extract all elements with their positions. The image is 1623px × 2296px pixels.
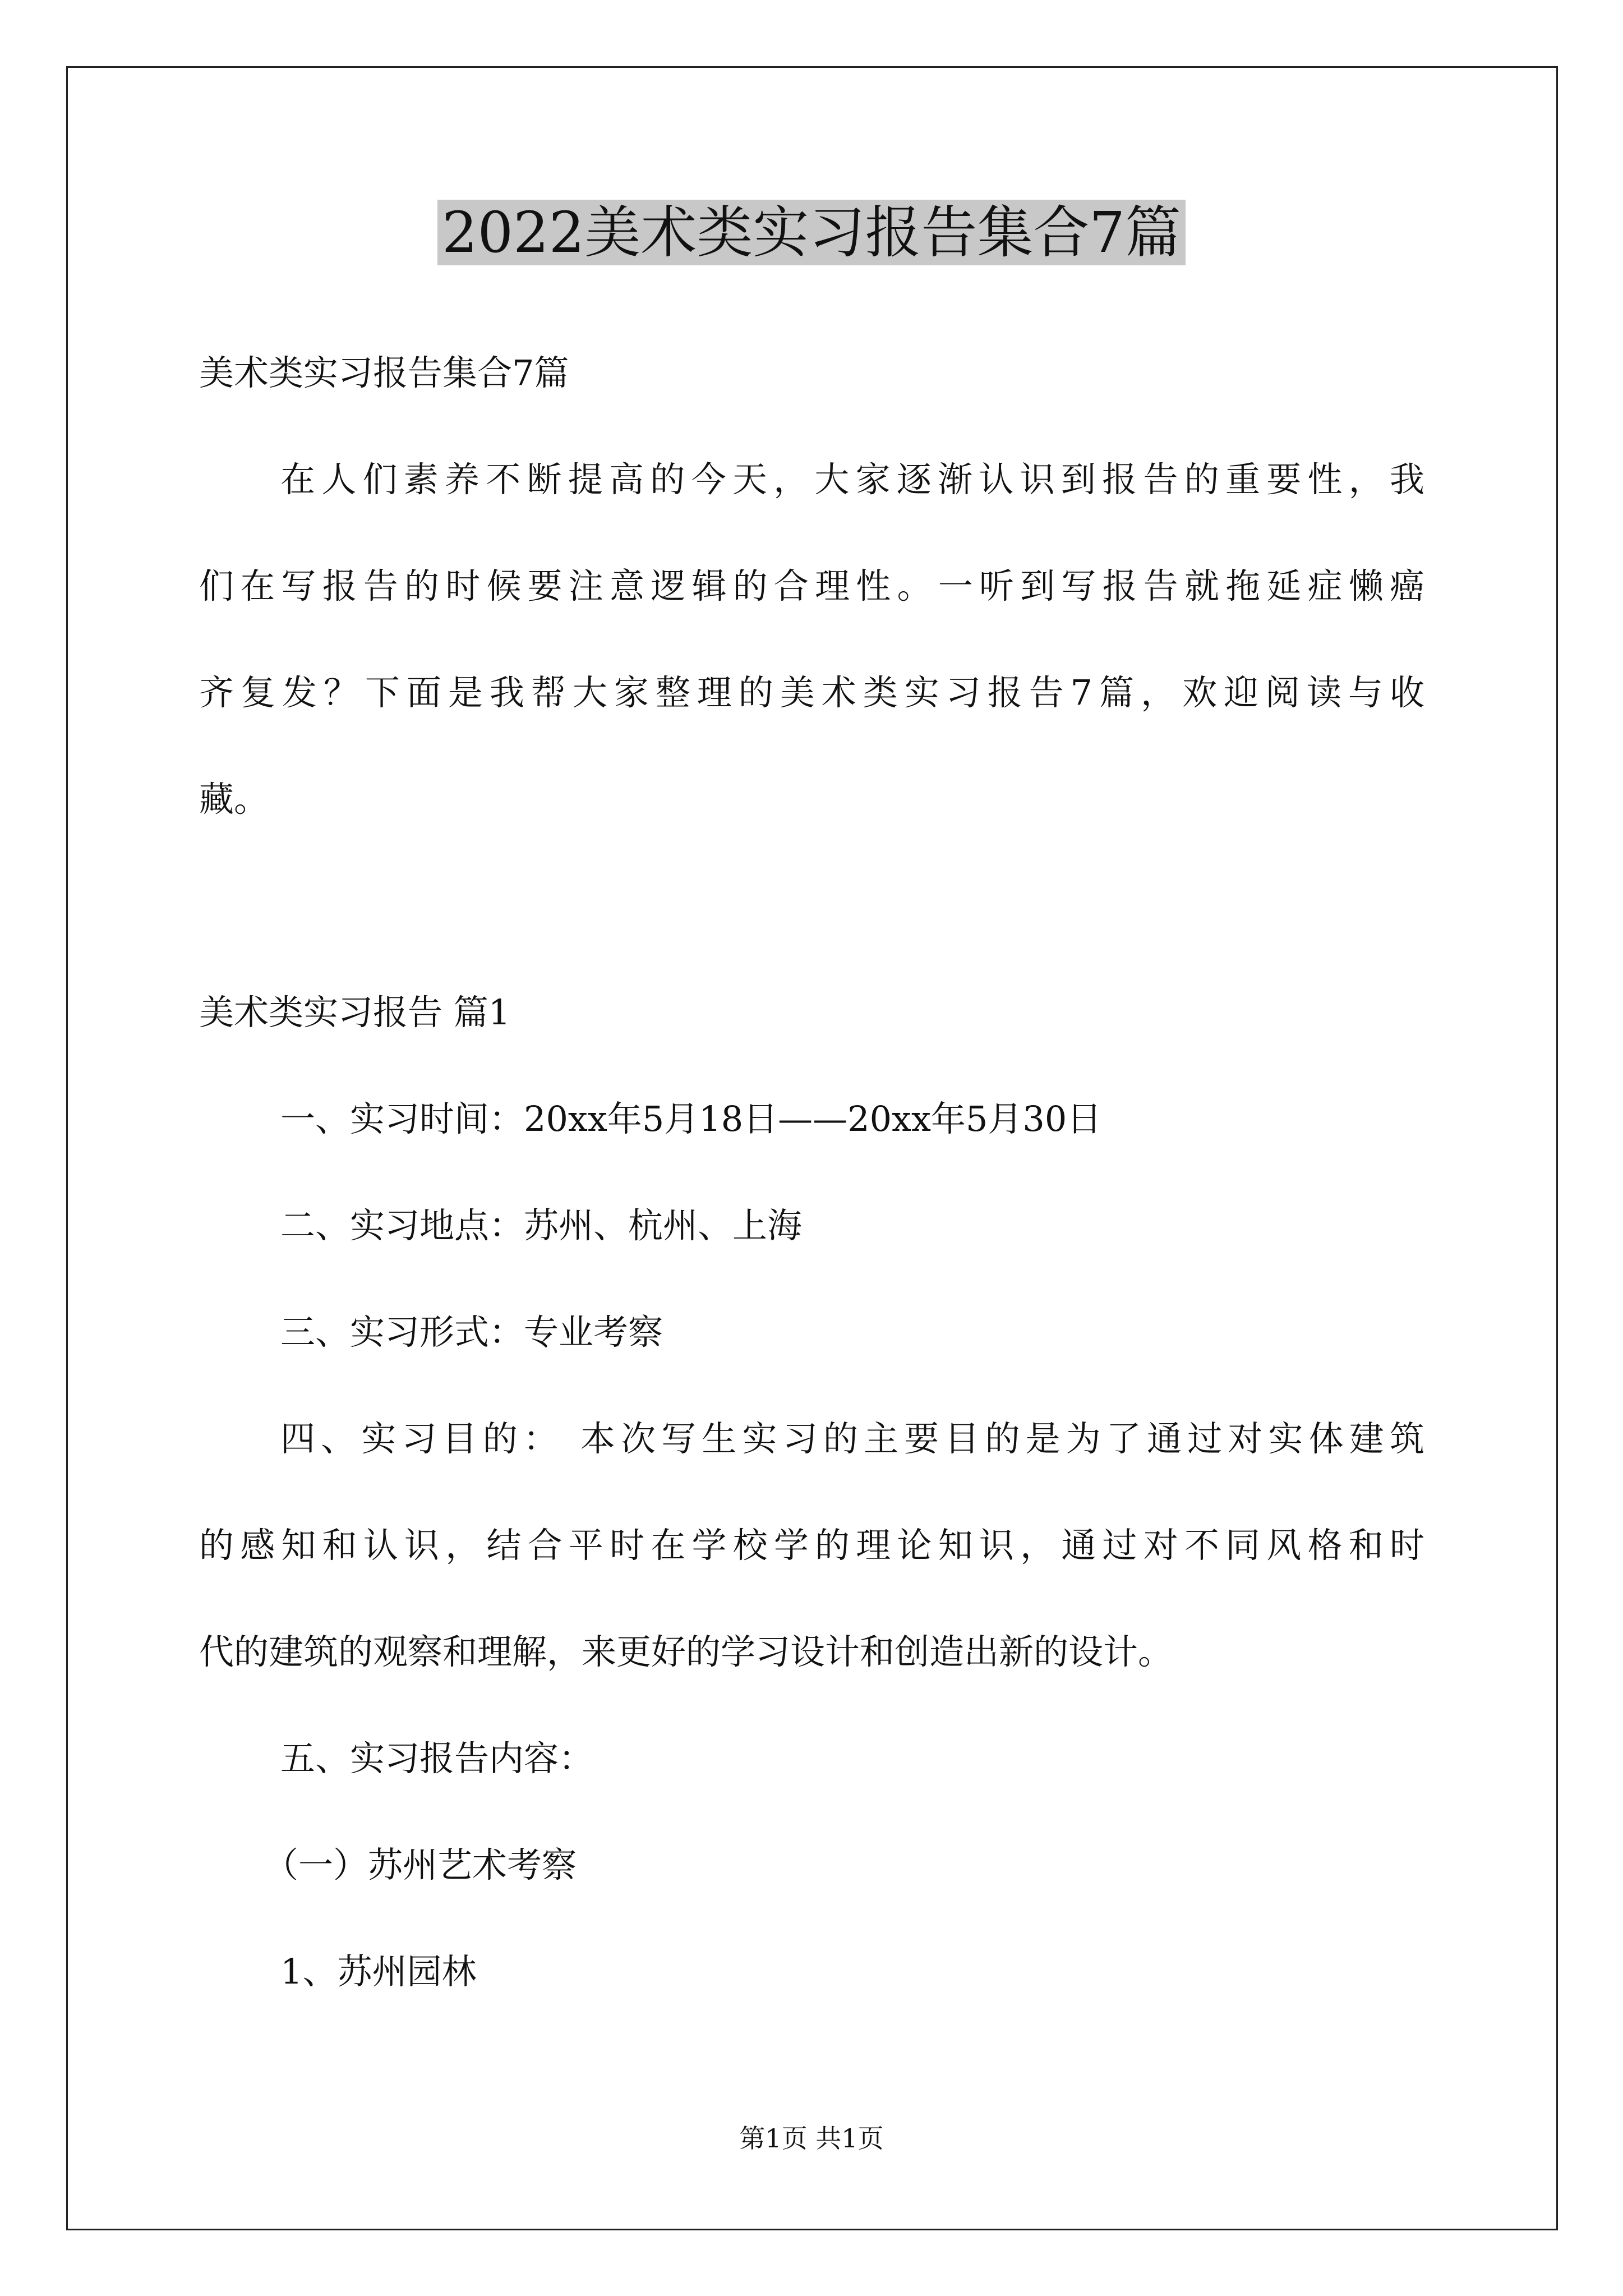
item-purpose-line-1: 四、实习目的： 本次写生实习的主要目的是为了通过对实体建筑 xyxy=(280,1418,1424,1459)
intro-line-3: 齐复发？下面是我帮大家整理的美术类实习报告7篇，欢迎阅读与收 xyxy=(199,672,1424,713)
intro-line-4: 藏。 xyxy=(199,779,269,820)
intro-line-1: 在人们素养不断提高的今天，大家逐渐认识到报告的重要性，我 xyxy=(280,459,1424,500)
item-place: 二、实习地点：苏州、杭州、上海 xyxy=(280,1205,803,1246)
item-sub1: （一）苏州艺术考察 xyxy=(264,1844,577,1885)
section-heading: 美术类实习报告 篇1 xyxy=(199,992,511,1033)
item-content: 五、实习报告内容： xyxy=(280,1738,594,1779)
item-form: 三、实习形式：专业考察 xyxy=(280,1312,663,1352)
document-title-text: 2022美术类实习报告集合7篇 xyxy=(437,200,1186,265)
intro-line-2: 们在写报告的时候要注意逻辑的合理性。一听到写报告就拖延症懒癌 xyxy=(199,565,1424,606)
document-subtitle: 美术类实习报告集合7篇 xyxy=(199,352,569,393)
page-footer: 第1页 共1页 xyxy=(739,2123,884,2154)
item-purpose-line-2: 的感知和认识，结合平时在学校学的理论知识，通过对不同风格和时 xyxy=(199,1525,1424,1566)
item-purpose-line-3: 代的建筑的观察和理解，来更好的学习设计和创造出新的设计。 xyxy=(199,1631,1173,1672)
document-title xyxy=(0,194,1623,272)
item-time: 一、实习时间：20xx年5月18日——20xx年5月30日 xyxy=(280,1098,1102,1139)
item-sub1-item1: 1、苏州园林 xyxy=(280,1951,477,1992)
